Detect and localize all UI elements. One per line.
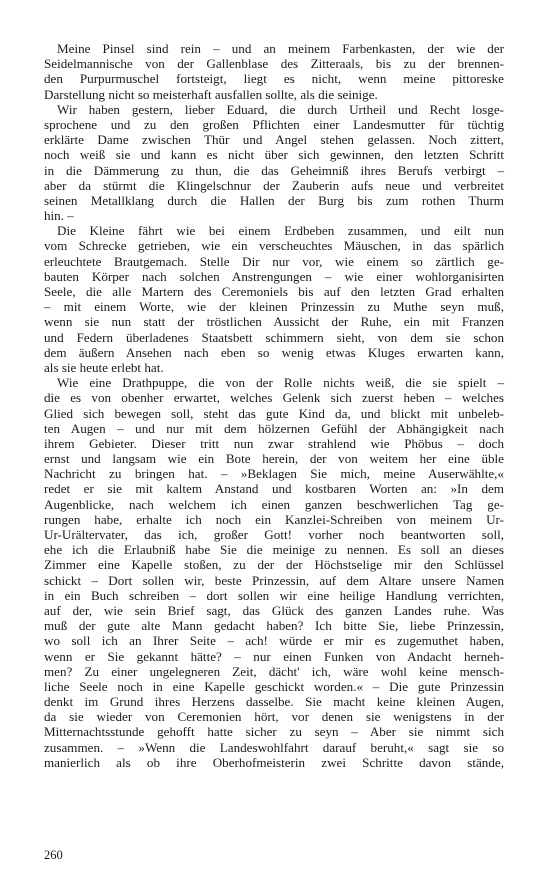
text-line: vom Schrecke getrieben, wie ein verscheuchtes Mäuschen, in das spärlich: [44, 238, 504, 254]
text-line: Seele, die alle Martern des Ceremoniels bis auf den letzten Grad erhalten: [44, 284, 504, 299]
text-line: Wie eine Drathpuppe, die von der Rolle nichts weiß, die sie spielt –: [57, 375, 504, 391]
text-line: schickt – Dort sollen wir, beste Prinzessin, auf dem Altare unsere Namen: [44, 572, 504, 588]
text-line: erleuchtete Brautgemach. Stelle Dir nur vor, wie einem so zärtlich ge-: [44, 253, 504, 269]
text-line: – mit einem Worte, wie der kleinen Prinzessin zu Muthe seyn muß,: [44, 299, 504, 315]
text-line: seinen Metallklang durch die Hallen der Burg bis zum rothen Thurm: [44, 192, 504, 208]
text-line: redet er sie mit kaltem Anstand und kostbaren Worten an: »In dem: [44, 481, 504, 497]
text-line: ihrem Gebieter. Dieser tritt nun zwar strahlend wie Phöbus – doch: [44, 435, 504, 451]
text-line: Augenblicke, nach welchem ich einen ganzen beschwerlichen Tag ge-: [44, 496, 504, 512]
text-line: noch weiß sie und kann es nicht über sich gewinnen, den letzten Schritt: [44, 147, 504, 163]
text-line: Nachricht zu bringen hat. – »Beklagen Sie mich, meine Auserwählte,«: [44, 466, 504, 482]
text-line: aber da stürmt die Klingelschnur der Zauberin aufs neue und verbreitet: [44, 177, 504, 193]
text-line: bauten Körper nach solchen Anstrengungen – wie einer wohlorganisirten: [44, 268, 504, 284]
text-line: dem äußern Ansehen nach eben so wenig etwas Kluges erwarten kann,: [44, 344, 504, 360]
text-line: sprochene und zu den großen Pflichten einer Landesmutter für tüchtig: [44, 116, 504, 132]
text-line: in ein Buch schreiben – dort sollen wir eine heilige Handlung verrichten,: [44, 587, 504, 603]
text-line: wenn sie nun statt der tröstlichen Aussicht der Ruhe, ein mit Franzen: [44, 314, 504, 330]
text-line: als sie heute erlebt hat.: [44, 359, 164, 375]
text-line: die es von obenher erwartet, welches Gelenk sich zuerst heben – welches: [44, 390, 504, 406]
text-line: Glied sich bewegen soll, steht das gute Kind da, und blickt mit unbeleb-: [44, 405, 504, 421]
page-number: 260: [44, 848, 63, 862]
text-line: Wir haben gestern, lieber Eduard, die durch Urtheil und Recht losge-: [57, 101, 504, 117]
text-line: zusammen. – »Wenn die Landeswohlfahrt darauf beruht,« sagt sie so: [44, 739, 504, 755]
text-line: wenn er Sie gekannt hätte? – nur einen Funken von Andacht herneh-: [44, 648, 504, 664]
text-line: da sie wieder von Ceremonien hört, vor denen sie wenigstens in der: [44, 709, 504, 725]
text-line: manierlich als ob ihre Oberhofmeisterin zwei Schritte davon stände,: [44, 754, 504, 770]
text-line: Die Kleine fährt wie bei einem Erdbeben zusammen, und eilt nun: [57, 223, 504, 239]
text-line: ten Augen – und nur mit dem hölzernen Gefühl der Abhängigkeit nach: [44, 420, 504, 436]
text-line: rungen habe, erhalte ich noch ein Kanzlei-Schreiben von meinem Ur-: [44, 511, 504, 527]
text-line: ernst und langsam wie ein Bote herein, der von weitem her eine üble: [44, 451, 504, 467]
body-text: [44, 41, 504, 770]
text-line: Mitternachtsstunde gehofft hatte sicher zu seyn – Aber sie nimmt sich: [44, 724, 504, 740]
text-line: Darstellung nicht so meisterhaft ausfallen sollte, als die seinige.: [44, 86, 378, 102]
text-line: Ur-Urältervater, das ich, großer Gott! vorher noch beantworten soll,: [44, 527, 504, 542]
text-line: den Purpurmuschel fortsteigt, liegt es nicht, wenn meine pittoreske: [44, 71, 504, 87]
text-line: wo soll ich an Ihrer Seite – ach! würde er mir es zugemuthet haben,: [44, 633, 504, 649]
text-line: denkt im Grund ihres Herzens dasselbe. Sie macht keine kleinen Augen,: [44, 694, 504, 710]
text-line: erklärte Dame zwischen Thür und Angel stehen gelassen. Noch zittert,: [44, 132, 504, 148]
text-line: ehe ich die Erlaubniß habe Sie die meinige zu nennen. Es soll an dieses: [44, 542, 504, 558]
text-line: men? Zu einer ungelegneren Zeit, dächt' ich, wäre wohl keine mensch-: [44, 663, 504, 679]
text-line: auf der, wie sein Brief sagt, das Glück des ganzen Landes ruhe. Was: [44, 602, 504, 618]
text-line: in die Dämmerung zu thun, die das Geheimniß ihres Berufs verbirgt –: [44, 162, 504, 178]
text-line: und Federn überladenes Staatsbett schimmern sieht, von dem sie schon: [44, 329, 504, 345]
text-line: liche Seele noch in eine Kapelle geschickt worden.« – Die gute Prinzessin: [44, 678, 504, 694]
text-line: Zimmer eine Kapelle stoßen, zu der der Höchstselige mir den Schlüssel: [44, 557, 504, 573]
text-line: Seidelmannische von der Gallenblase des Zitteraals, bis zu der brennen-: [44, 56, 504, 72]
text-line: hin. –: [44, 208, 74, 224]
text-line: muß der gute alte Mann gedacht haben? Ich bitte Sie, liebe Prinzessin,: [44, 618, 504, 634]
text-line: Meine Pinsel sind rein – und an meinem Farbenkasten, der wie der: [57, 41, 504, 56]
